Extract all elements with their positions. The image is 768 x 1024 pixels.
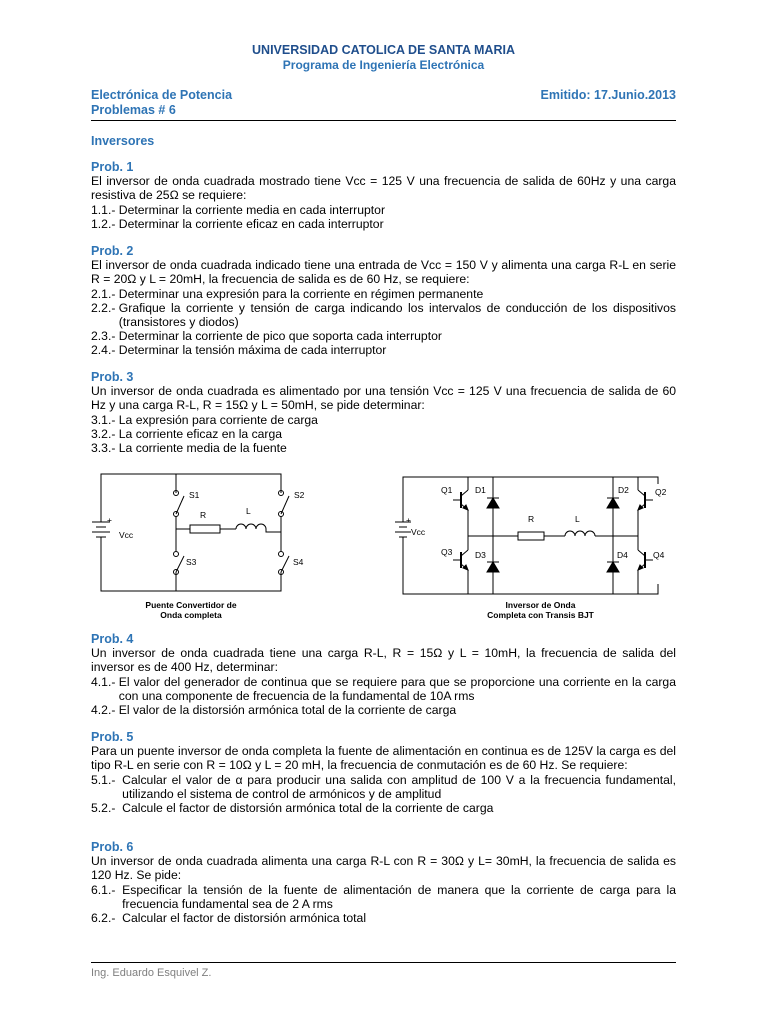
d1-diode: [487, 498, 499, 508]
problem-6: [91, 840, 676, 925]
switch-blade: [176, 496, 184, 514]
vcc-label: Vcc: [119, 530, 134, 540]
d3-label: D3: [475, 550, 486, 560]
problem-statement: El inversor de onda cuadrada mostrado tiene Vcc = 125 V una frecuencia de salida de 60Hz y una carga resistiva de 25Ω se requiere:: [91, 174, 676, 203]
s3-label: S3: [186, 557, 197, 567]
q4-label: Q4: [653, 550, 665, 560]
list-item: 3.2.- La corriente eficaz en la carga: [91, 426, 283, 441]
q2-label: Q2: [655, 487, 667, 497]
wire: [266, 529, 281, 532]
problem-title: Prob. 5: [91, 730, 134, 744]
l-label: L: [246, 506, 251, 516]
switch-blade: [281, 556, 289, 572]
header-rule: [91, 120, 676, 121]
list-item: 2.4.- Determinar la tensión máxima de cada interruptor: [91, 343, 387, 358]
vcc-label: Vcc: [411, 527, 426, 537]
inductor: [565, 531, 595, 536]
list-item: 6.1.- Especificar la tensión de la fuente de alimentación de manera que la corriente de carga para la frecuencia fundamental sea de 2 A rms: [91, 882, 676, 911]
program-title: Programa de Ingeniería Electrónica: [282, 58, 485, 72]
circuit2-caption: Inversor de Onda Completa con Transis BJT: [487, 600, 594, 620]
q4-collector: [638, 550, 645, 556]
d4-label: D4: [617, 550, 628, 560]
d2-diode: [607, 498, 619, 508]
university-title: UNIVERSIDAD CATOLICA DE SANTA MARIA: [252, 43, 515, 57]
r-label: R: [528, 514, 535, 524]
list-item: 6.2.- Calcular el factor de distorsión armónica total: [91, 911, 367, 926]
problem-5: [91, 730, 676, 815]
q3-collector: [461, 550, 468, 556]
resistor: [518, 532, 544, 540]
q1-label: Q1: [441, 485, 453, 495]
problem-3: [91, 370, 676, 455]
footer-author: Ing. Eduardo Esquivel Z.: [91, 967, 212, 979]
issue-date: Emitido: 17.Junio.2013: [540, 88, 676, 102]
s2-label: S2: [294, 490, 305, 500]
s4-label: S4: [293, 557, 304, 567]
problem-statement: El inversor de onda cuadrada indicado tiene una entrada de Vcc = 150 V y alimenta una carga R-L en serie R = 20Ω y L = 20mH, la frecuencia de salida es de 60 Hz, se requiere:: [91, 258, 676, 287]
problem-title: Prob. 2: [91, 244, 134, 258]
problem-title: Prob. 1: [91, 160, 134, 174]
q1-collector: [461, 490, 468, 496]
problem-4: [91, 632, 676, 717]
bridge-switch-circuit: [86, 466, 316, 601]
inductor: [236, 524, 266, 529]
section-title: Inversores: [91, 134, 155, 148]
r-label: R: [200, 510, 207, 520]
switch-blade: [281, 496, 289, 514]
problem-title: Prob. 4: [91, 632, 134, 646]
d3-diode: [487, 562, 499, 572]
problem-statement: Un inversor de onda cuadrada es alimentado por una tensión Vcc = 125 V una frecuencia de salida de 60 Hz y una carga R-L, R = 15Ω y L = 50mH, se pide determinar:: [91, 384, 676, 413]
problem-title: Prob. 6: [91, 840, 134, 854]
bjt-bridge-circuit: [393, 470, 683, 600]
course-name: Electrónica de Potencia: [91, 88, 233, 102]
resistor: [190, 525, 220, 533]
list-item: 5.2.- Calcule el factor de distorsión armónica total de la corriente de carga: [91, 801, 494, 816]
list-item: 1.2.- Determinar la corriente eficaz en cada interruptor: [91, 216, 384, 231]
list-item: 4.2.- El valor de la distorsión armónica total de la corriente de carga: [91, 703, 457, 718]
problem-statement: Un inversor de onda cuadrada tiene una carga R-L, R = 15Ω y L = 10mH, la frecuencia de salida del inversor es de 400 Hz, determinar:: [91, 646, 676, 675]
list-item: 1.1.- Determinar la corriente media en cada interruptor: [91, 202, 386, 217]
problem-title: Prob. 3: [91, 370, 134, 384]
list-item: 2.1.- Determinar una expresión para la corriente en régimen permanente: [91, 286, 484, 301]
list-item: 4.1.- El valor del generador de continua que se requiere para que se proporcione una corriente en la carga con una componente de frecuencia de la fundamental de 10A rms: [91, 674, 676, 703]
problem-1: [91, 160, 676, 231]
list-item: 3.1.- La expresión para corriente de carga: [91, 412, 318, 427]
problem-2: [91, 244, 676, 358]
switch-contact: [279, 552, 284, 557]
problem-statement: Un inversor de onda cuadrada alimenta una carga R-L con R = 30Ω y L= 30mH, la frecuencia de salida es 120 Hz. Se pide:: [91, 854, 676, 883]
q3-label: Q3: [441, 547, 453, 557]
circuit1-caption: Puente Convertidor de Onda completa: [145, 600, 237, 620]
q2-collector: [638, 490, 645, 496]
list-item: 3.3.- La corriente media de la fuente: [91, 441, 287, 456]
d4-diode: [607, 562, 619, 572]
wire: [101, 548, 281, 591]
plus-label: +: [406, 515, 411, 525]
switch-blade: [176, 556, 184, 572]
list-item: 2.2.- Grafique la corriente y tensión de carga indicando los intervalos de conducción de los dispositivos (transistores y diodos): [91, 300, 676, 330]
s1-label: S1: [189, 490, 200, 500]
l-label: L: [575, 514, 580, 524]
switch-contact: [174, 552, 179, 557]
plus-label: +: [107, 515, 112, 525]
footer-rule: [91, 962, 676, 963]
problem-statement: Para un puente inversor de onda completa la fuente de alimentación en continua es de 125V la carga es del tipo R-L en serie con R = 10Ω y L = 20 mH, la frecuencia de conmutación es de 60 Hz. Se requiere:: [91, 744, 676, 773]
problem-set-title: Problemas # 6: [91, 103, 176, 117]
d1-label: D1: [475, 485, 486, 495]
list-item: 5.1.- Calcular el valor de α para producir una salida con amplitud de 100 V a la frecuencia fundamental, utilizando el sistema de control de armónicos y de amplitud: [91, 772, 676, 801]
d2-label: D2: [618, 485, 629, 495]
list-item: 2.3.- Determinar la corriente de pico que soporta cada interruptor: [91, 329, 442, 344]
